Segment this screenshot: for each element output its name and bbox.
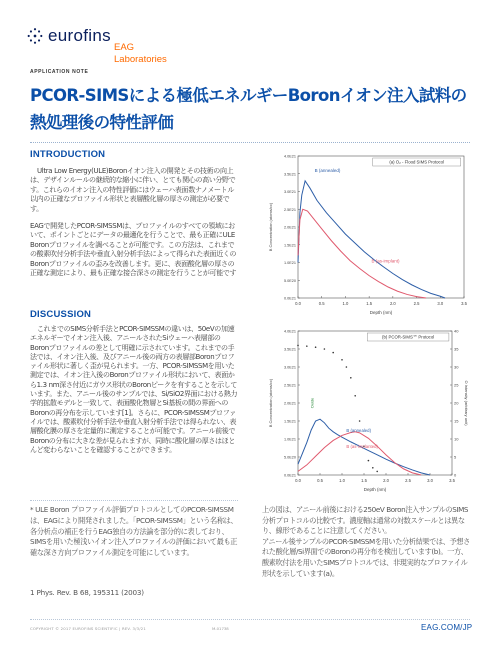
- division-line2: Laboratories: [114, 54, 167, 65]
- eurofins-logo-icon: [26, 27, 44, 45]
- o-point: [332, 352, 334, 354]
- y2-tick-label: 15: [454, 418, 459, 424]
- o-point: [372, 467, 374, 469]
- title-divider: [30, 142, 470, 143]
- series-label-annealed: B (annealed): [314, 167, 341, 173]
- y-tick-label: 0.0E21: [283, 473, 296, 478]
- oxide-annotation: Oxide: [309, 397, 315, 409]
- brand-name: eurofins: [48, 26, 111, 45]
- y2-tick-label: 30: [454, 364, 459, 370]
- y2-tick-label: 5: [454, 454, 457, 460]
- division-name: [114, 42, 167, 66]
- y2-tick-label: 35: [454, 346, 459, 352]
- page-title: PCOR-SIMSによる極低エネルギーBoronイオン注入試料の熱処理後の特性評価: [30, 86, 467, 132]
- o-point: [376, 471, 378, 473]
- x-tick-label: 3.5: [461, 301, 467, 306]
- y-tick-label: 0.0E21: [283, 296, 296, 301]
- y-tick-label: 3.0E21: [283, 190, 296, 194]
- x-tick-label: 2.0: [383, 478, 389, 483]
- x-tick-label: 0.5: [317, 478, 323, 483]
- y-tick-label: 4.0E21: [283, 154, 296, 159]
- footnote-divider: [30, 500, 238, 501]
- introduction-para2: EAGで開発したPCOR-SIMSSMは、プロファイルのすべての領域において、ポイントごとにデータの最適化を行うことで、最も正確にULE Boronプロファイルを調べることが可能です。この方法は、これまでの酸素吹付分析手法や垂直入射分析手法によって得られた表面近くのBoronプロファイルの歪みを改善します。更に、表面酸化層の厚さの正確な測定により、最も正確な接合深さの測定を行うことが可能です: [30, 222, 237, 278]
- introduction-heading: INTRODUCTION: [30, 149, 106, 160]
- x-tick-label: 3.0: [437, 301, 444, 306]
- x-tick-label: 2.0: [389, 301, 396, 306]
- division-line1: EAG: [114, 42, 135, 53]
- x-tick-label: 0.0: [295, 301, 301, 306]
- y-tick-label: 1.5E21: [283, 419, 296, 424]
- series-label-annealed: B (annealed): [346, 428, 372, 434]
- y2-axis-label: O Intensity (arbitrary unit): [464, 380, 469, 426]
- o-point: [346, 366, 348, 368]
- website-link[interactable]: EAG.COM/JP: [421, 623, 473, 632]
- eurofins-logo[interactable]: [26, 26, 111, 46]
- o-point: [297, 345, 299, 347]
- y-tick-label: 2.0E21: [283, 225, 296, 230]
- chart-title: (a) O₂ - Flood SIMS Protocol: [389, 159, 445, 165]
- x-axis-label: Depth (nm): [369, 310, 393, 315]
- y-tick-label: 1.0E21: [283, 261, 296, 265]
- x-tick-label: 0.0: [295, 478, 301, 483]
- note-type-label: APPLICATION NOTE: [30, 69, 89, 75]
- y-tick-label: 2.5E21: [283, 207, 296, 212]
- x-tick-label: 2.5: [405, 478, 411, 483]
- o-point: [324, 348, 326, 350]
- series-label-as-implant: B (as-implant): [371, 258, 400, 264]
- discussion-heading: DISCUSSION: [30, 309, 92, 320]
- y-tick-label: 1.5E21: [283, 243, 296, 248]
- o-point: [368, 460, 370, 462]
- y2-tick-label: 10: [454, 436, 459, 442]
- o-point: [350, 377, 352, 379]
- y-tick-label: 5.0E20: [283, 278, 296, 283]
- y-tick-label: 2.5E21: [283, 383, 296, 388]
- y2-tick-label: 20: [454, 400, 459, 406]
- y2-tick-label: 25: [454, 382, 459, 388]
- x-tick-label: 0.5: [318, 301, 325, 306]
- copyright: COPYRIGHT © 2017 EUROFINS SCIENTIFIC | REV. 3/3/21: [30, 626, 146, 631]
- y-axis-label: B Concentration (atoms/cc): [268, 202, 273, 252]
- series-label-as-implanted: B (as-implanted): [346, 444, 378, 449]
- chart-b-svg: [260, 325, 472, 497]
- x-tick-label: 2.5: [413, 301, 420, 306]
- document-code: M-01738: [212, 626, 229, 631]
- caption-para2: アニール後サンプルのPCOR-SIMSSMを用いた分析結果では、予想された酸化層/Si界面でのBoronの再分布を検出しています(b)。一方、酸素吹付法を用いたSIMSプロトコルでは、非現実的なプロファイル形状を示しています(a)。: [262, 536, 470, 578]
- y-tick-label: 1.0E21: [283, 437, 296, 442]
- o-point: [341, 359, 343, 361]
- x-tick-label: 1.0: [342, 301, 349, 306]
- introduction-para1: Ultra Low Energy(ULE)Boronイオン注入の開発とその技術の向上は、デザインルールの継続的な縮小に伴い、とても関心の高い分野です。これらのイオン注入の特性評価にはウェーハ表面数ナノメートル以内の正確なプロファイル形状と表層酸化層の厚さの測定が必要です。: [30, 167, 236, 213]
- o-point: [315, 346, 317, 348]
- y-tick-label: 3.5E21: [283, 347, 296, 352]
- o-point: [359, 420, 361, 422]
- y-tick-label: 3.5E21: [283, 172, 296, 177]
- footnote: * ULE Boron プロファイル評価プロトコルとしてのPCOR-SIMSSM は、EAGにより開発されました。「PCOR-SIMSSM」という名称は、各分析点の補正を行うEAG独自の方法論を部分的に表しており、SIMSを用いた極浅いイオン注入プロファイルの評価において最も正確な深さ方向プロファイル測定を可能にしています。: [30, 505, 238, 558]
- y2-tick-label: 0: [454, 472, 457, 478]
- chart-title-group: [373, 158, 461, 166]
- figure-caption: [262, 505, 472, 579]
- plot-frame: [298, 156, 464, 298]
- footer-divider: [30, 619, 470, 620]
- chart-title: (b) PCOR-SIMS℠ Protocol: [382, 334, 435, 340]
- discussion-para: これまでのSIMS分析手法とPCOR-SIMSSMの違いは、50eVの加速エネルギーでイオン注入後、アニールされたSiウェーハ表層部のBoronプロファイルの差として明確に示されています。これまでの手法では、イオン注入後、及びアニール後の両方の表層部Boronプロファイル形状に著しく歪が見られます。一方、PCOR-SIMSSMを用いた測定では、イオン注入後のBoronプロファイル形状において、表面から1.3 nm深さ付近にガウス形状のBoronピークを有することを示しています。また、アニール後のサンプルでは、Si/SiO2界面における熱力学的拡散モデルと一致して、表面酸化物層とSi基板の間の界面へのBoronの再分布を示しています[1]。さらに、PCOR-SIMSSMプロファイルでは、酸素吹付分析手法や垂直入射分析手法では得られない、表層酸化膜の厚さを定量的に測定することが可能です。アニール前後でBoronの分布に大きな差が見られますが、同時に酸化層の厚さはほとんど変わらないことを確認することができます。: [30, 325, 238, 454]
- o-point: [306, 345, 308, 347]
- x-tick-label: 1.5: [361, 478, 367, 483]
- o-point: [354, 395, 356, 397]
- chart-b: [260, 325, 472, 497]
- x-tick-label: 1.5: [366, 301, 373, 306]
- x-axis-label: Depth (nm): [363, 487, 387, 492]
- y-tick-label: 3.0E21: [283, 365, 296, 370]
- chart-a-svg: [260, 150, 472, 320]
- chart-a: [260, 150, 472, 320]
- y-axis-label: B Concentration (atoms/cc): [268, 378, 273, 428]
- caption-para1: 上の図は、アニール前後における250eV Boron注入サンプルのSIMS 分析プロトコルの比較です。濃度軸は通常の対数スケールとは異なり、線形であることに注意してください。: [262, 505, 469, 536]
- chart-title-group: [367, 333, 449, 341]
- x-tick-label: 3.0: [427, 478, 433, 483]
- y2-tick-label: 40: [454, 328, 459, 334]
- x-tick-label: 3.5: [449, 478, 455, 483]
- x-tick-label: 1.0: [339, 478, 345, 483]
- y-tick-label: 5.0E20: [283, 455, 296, 460]
- reference: 1 Phys. Rev. B 68, 195311 (2003): [30, 588, 144, 597]
- y-tick-label: 2.0E21: [283, 401, 296, 406]
- y-tick-label: 4.0E21: [283, 329, 296, 334]
